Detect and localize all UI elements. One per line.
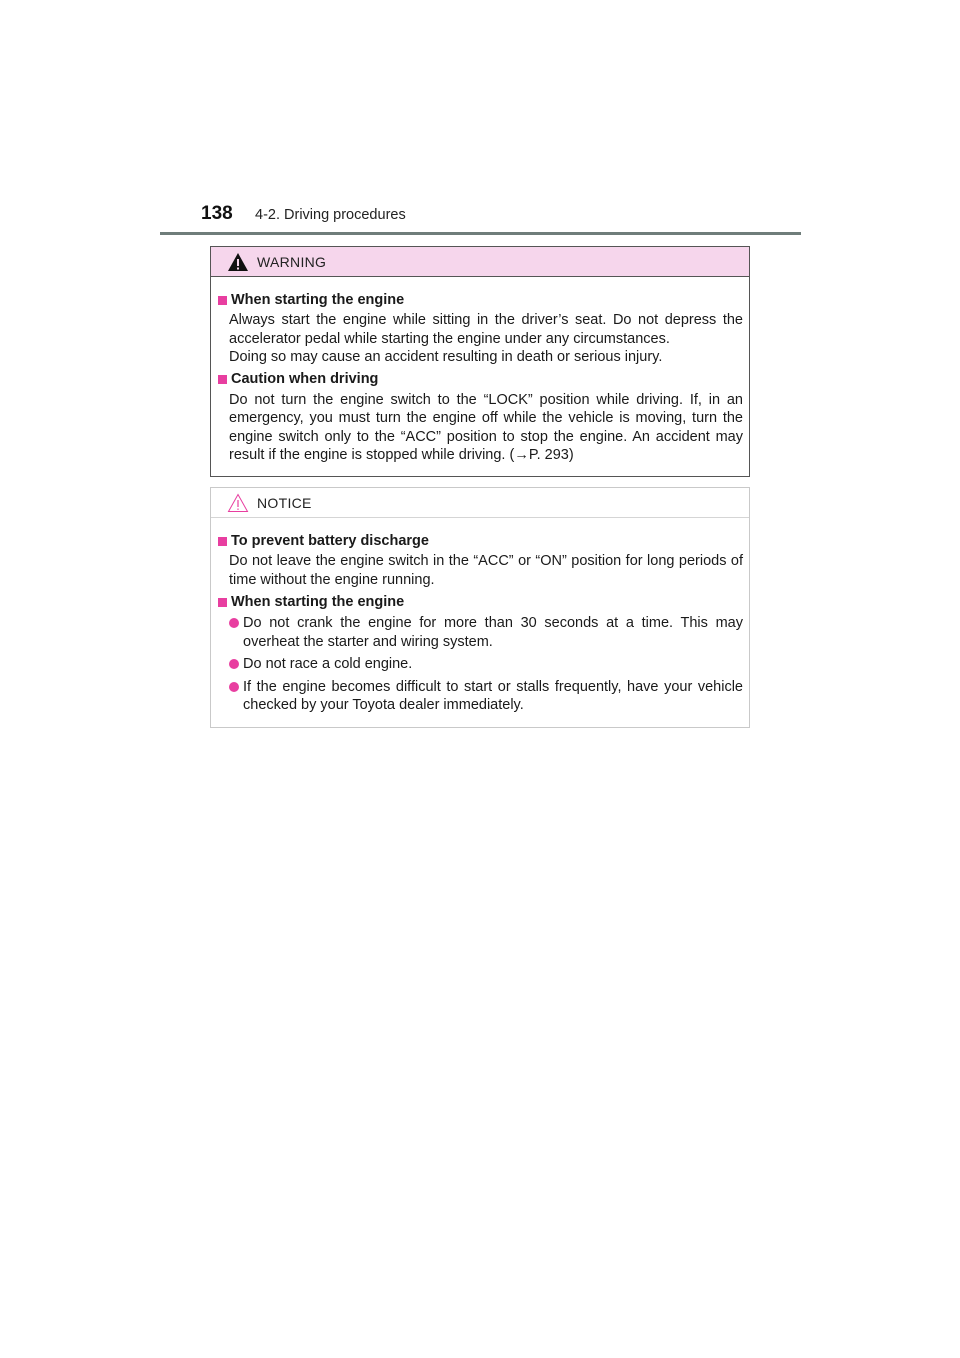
list-item	[217, 655, 743, 674]
bullet-text: If the engine becomes difficult to start or stalls frequently, have your vehicle checked by your Toyota dealer immediately.	[243, 678, 743, 713]
notice-triangle-icon	[227, 493, 249, 513]
round-bullet-icon	[229, 659, 239, 669]
warning-item-title: Caution when driving	[231, 371, 379, 388]
round-bullet-icon	[229, 618, 239, 628]
round-bullet-icon	[229, 682, 239, 692]
square-bullet-icon	[218, 537, 227, 546]
notice-header	[211, 488, 749, 518]
list-item	[217, 678, 743, 715]
bullet-text: Do not race a cold engine.	[243, 656, 413, 672]
notice-body	[211, 518, 749, 715]
warning-body	[211, 277, 749, 465]
warning-item-paragraph: Do not turn the engine switch to the “LOCK” position while driving. If, in an emergency, you must turn the engine off while the vehicle is moving, turn the engine switch only to the “ACC” position to stop the engine. An accident may result if the engine is stopped while driving. (→P. 293)	[229, 391, 743, 463]
warning-item-title: When starting the engine	[231, 291, 405, 308]
warning-item-paragraph: Always start the engine while sitting in the driver’s seat. Do not depress the accelerator pedal while starting the engine under any circumstances.	[229, 312, 743, 347]
warning-box	[210, 246, 750, 477]
notice-item-battery	[217, 531, 743, 589]
warning-triangle-icon	[227, 252, 249, 272]
square-bullet-icon	[218, 598, 227, 607]
page-number: 138	[201, 203, 233, 224]
square-bullet-icon	[218, 296, 227, 305]
warning-item-paragraph: Doing so may cause an accident resulting in death or serious injury.	[229, 349, 663, 365]
page-header	[201, 203, 406, 225]
notice-item-title: When starting the engine	[231, 593, 405, 610]
header-rule	[160, 232, 801, 235]
notice-item-title: To prevent battery discharge	[231, 532, 429, 549]
notice-bullet-list	[217, 614, 743, 715]
bullet-text: Do not crank the engine for more than 30 seconds at a time. This may overheat the starter and wiring system.	[243, 615, 743, 650]
notice-box	[210, 487, 750, 728]
warning-item-starting	[217, 290, 743, 367]
notice-label: NOTICE	[257, 494, 312, 511]
list-item	[217, 614, 743, 651]
warning-header	[211, 247, 749, 277]
warning-label: WARNING	[257, 253, 327, 270]
square-bullet-icon	[218, 375, 227, 384]
section-title: 4-2. Driving procedures	[255, 207, 406, 223]
notice-item-starting	[217, 592, 743, 715]
notice-item-text: Do not leave the engine switch in the “ACC” or “ON” position for long periods of time without the engine running.	[229, 553, 743, 588]
warning-item-driving	[217, 370, 743, 465]
